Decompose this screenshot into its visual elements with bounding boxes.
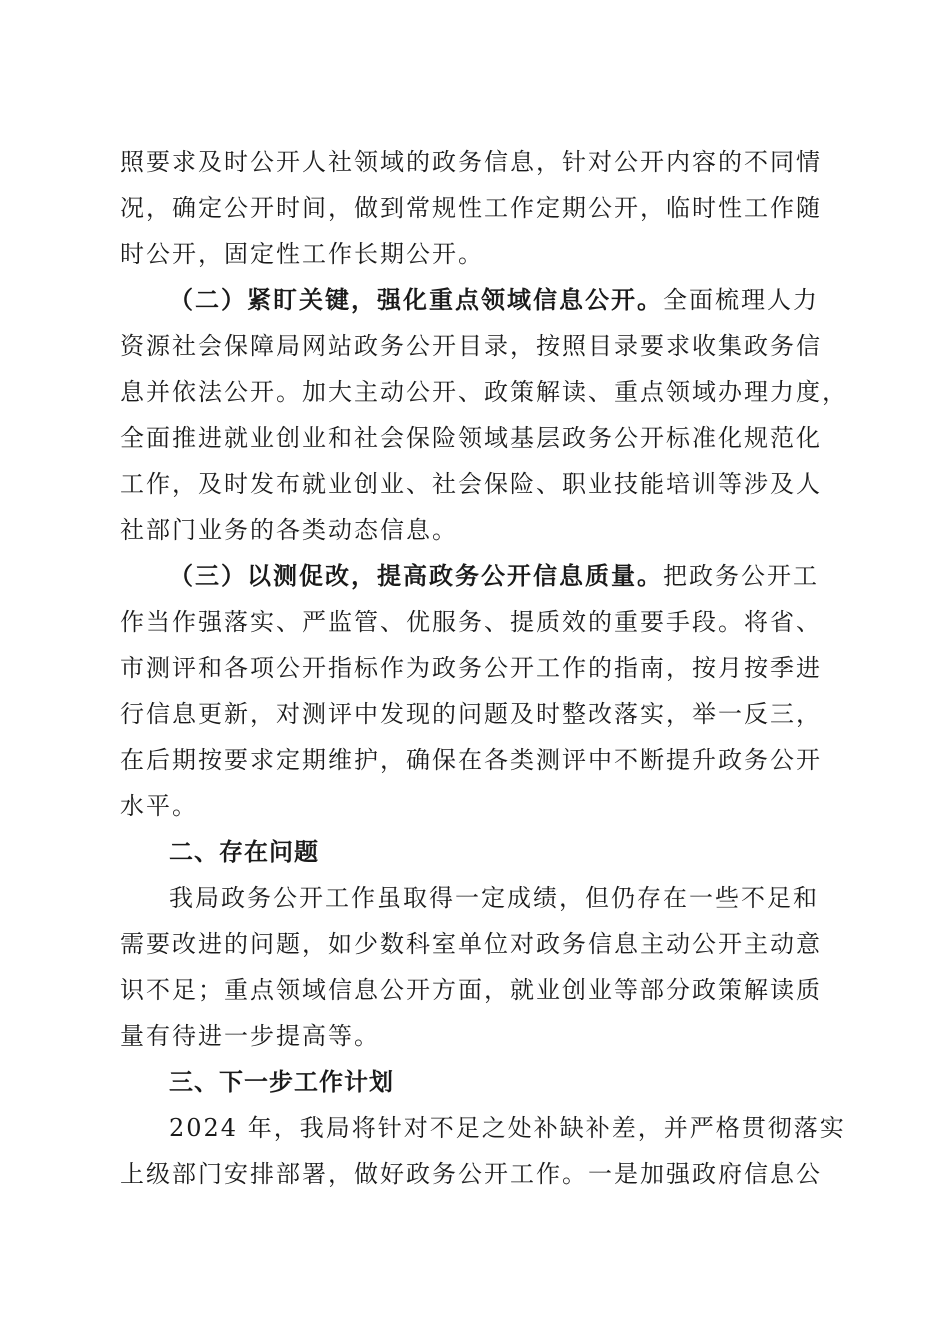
subsection-text: 全面梳理人力 bbox=[663, 286, 819, 314]
paragraph-line: 水平。 bbox=[120, 792, 198, 820]
subsection-line bbox=[169, 554, 819, 598]
paragraph-line: 照要求及时公开人社领域的政务信息，针对公开内容的不同情 bbox=[120, 148, 822, 176]
paragraph-line: 市测评和各项公开指标作为政务公开工作的指南，按月按季进 bbox=[120, 654, 822, 682]
paragraph-line: 全面推进就业创业和社会保险领域基层政务公开标准化规范化 bbox=[120, 424, 822, 452]
paragraph-line: 在后期按要求定期维护，确保在各类测评中不断提升政务公开 bbox=[120, 746, 822, 774]
subsection-text: 把政务公开工 bbox=[663, 562, 819, 590]
paragraph-line: 量有待进一步提高等。 bbox=[120, 1022, 380, 1050]
subsection-heading-3: （三）以测促改，提高政务公开信息质量。 bbox=[169, 561, 663, 590]
paragraph-line: 识不足；重点领域信息公开方面，就业创业等部分政策解读质 bbox=[120, 976, 822, 1004]
paragraph-line: 资源社会保障局网站政务公开目录，按照目录要求收集政务信 bbox=[120, 332, 822, 360]
paragraph-line: 息并依法公开。加大主动公开、政策解读、重点领域办理力度， bbox=[120, 378, 848, 406]
paragraph-line: 需要改进的问题，如少数科室单位对政务信息主动公开主动意 bbox=[120, 930, 822, 958]
paragraph-line: 上级部门安排部署，做好政务公开工作。一是加强政府信息公 bbox=[120, 1160, 822, 1188]
paragraph-line: 况，确定公开时间，做到常规性工作定期公开，临时性工作随 bbox=[120, 194, 822, 222]
paragraph-line: 行信息更新，对测评中发现的问题及时整改落实，举一反三， bbox=[120, 700, 822, 728]
subsection-heading-2: （二）紧盯关键，强化重点领域信息公开。 bbox=[169, 285, 663, 314]
subsection-line bbox=[169, 278, 819, 322]
section-heading-next-steps: 三、下一步工作计划 bbox=[169, 1068, 394, 1096]
paragraph-line: 2024 年，我局将针对不足之处补缺补差，并严格贯彻落实 bbox=[169, 1114, 846, 1142]
paragraph-line: 社部门业务的各类动态信息。 bbox=[120, 516, 458, 544]
paragraph-line: 时公开，固定性工作长期公开。 bbox=[120, 240, 484, 268]
paragraph-line: 我局政务公开工作虽取得一定成绩，但仍存在一些不足和 bbox=[169, 884, 819, 912]
paragraph-line: 作当作强落实、严监管、优服务、提质效的重要手段。将省、 bbox=[120, 608, 822, 636]
section-heading-problems: 二、存在问题 bbox=[169, 838, 319, 866]
paragraph-line: 工作，及时发布就业创业、社会保险、职业技能培训等涉及人 bbox=[120, 470, 822, 498]
